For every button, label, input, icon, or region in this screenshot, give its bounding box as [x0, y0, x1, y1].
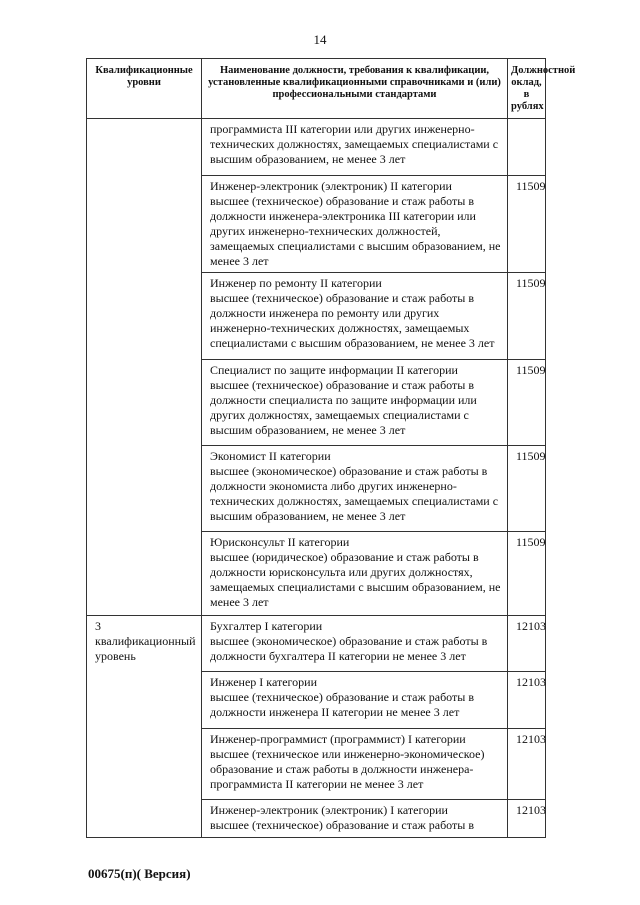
position-title: Экономист II категории — [210, 449, 331, 463]
salary-cell — [508, 119, 546, 176]
header-levels: Квалификационные уровни — [87, 59, 202, 119]
table-row — [87, 616, 546, 672]
position-requirements: высшее (техническое) образование и стаж работы в должности инженера по ремонту или других инженерно-технических должностях, замещаемых специалистами с высшим образованием, не менее 3 лет — [210, 291, 495, 350]
position-requirements: высшее (техническое) образование и стаж работы в должности специалиста по защите информации или других должностях, замещаемых специалистами с высшим образованием, не менее 3 лет — [210, 378, 477, 437]
level-cell — [87, 119, 202, 616]
salary-cell: 12103 — [508, 729, 546, 800]
position-requirements: высшее (экономическое) образование и стаж работы в должности экономиста либо других инженерно-технических должностях, замещаемых специалистами с высшим образованием, не менее 3 лет — [210, 464, 499, 523]
position-cell — [202, 729, 508, 800]
page-number: 14 — [313, 32, 327, 47]
position-requirements: высшее (юридическое) образование и стаж работы в должности юрисконсульта или других должностях, замещаемых специалистами с высшим образованием, не менее 3 лет — [210, 550, 501, 609]
position-requirements: высшее (техническое) образование и стаж работы в — [210, 818, 474, 832]
salary-cell: 11509 — [508, 360, 546, 446]
position-title: Инженер-электроник (электроник) I категории — [210, 803, 448, 817]
salary-cell: 12103 — [508, 800, 546, 838]
header-salary: Должностной оклад, в рублях — [508, 59, 546, 119]
position-requirements: высшее (техническое) образование и стаж работы в должности инженера-электроника III категории или других инженерно-технических должностей, замещаемых специалистами с высшим образованием, не менее 3 лет — [210, 194, 501, 268]
salary-cell: 12103 — [508, 616, 546, 672]
position-cell — [202, 273, 508, 360]
position-requirements: высшее (экономическое) образование и стаж работы в должности бухгалтера II категории не менее 3 лет — [210, 634, 488, 663]
position-title: Специалист по защите информации II категории — [210, 363, 458, 377]
qualification-table — [86, 58, 576, 838]
level-cell: 3 квалификационный уровень — [87, 616, 202, 838]
position-requirements: высшее (техническое) образование и стаж работы в должности инженера II категории не менее 3 лет — [210, 690, 474, 719]
position-cell — [202, 360, 508, 446]
salary-cell: 11509 — [508, 176, 546, 273]
position-requirements: высшее (техническое или инженерно-экономическое) образование и стаж работы в должности инженера-программиста II категории не менее 3 лет — [210, 747, 485, 791]
position-cell — [202, 616, 508, 672]
position-cell — [202, 119, 508, 176]
table-row — [87, 119, 546, 176]
table-header-row — [87, 59, 546, 119]
header-position: Наименование должности, требования к квалификации, установленные квалификационными справочниками и (или) профессиональными стандартами — [202, 59, 508, 119]
position-title: Инженер по ремонту II категории — [210, 276, 382, 290]
position-title: Бухгалтер I категории — [210, 619, 323, 633]
position-cell — [202, 800, 508, 838]
position-cell — [202, 672, 508, 729]
document-code: 00675(п)( Версия) — [88, 866, 191, 881]
position-title: Юрисконсульт II категории — [210, 535, 350, 549]
position-cell — [202, 532, 508, 616]
position-cell — [202, 446, 508, 532]
salary-cell: 11509 — [508, 532, 546, 616]
salary-cell: 12103 — [508, 672, 546, 729]
position-cell — [202, 176, 508, 273]
salary-cell: 11509 — [508, 273, 546, 360]
position-title: Инженер-электроник (электроник) II категории — [210, 179, 452, 193]
position-requirements: программиста III категории или других инженерно-технических должностях, замещаемых специалистами с высшим образованием, не менее 3 лет — [210, 122, 499, 166]
salary-cell: 11509 — [508, 446, 546, 532]
position-title: Инженер-программист (программист) I категории — [210, 732, 466, 746]
position-title: Инженер I категории — [210, 675, 317, 689]
